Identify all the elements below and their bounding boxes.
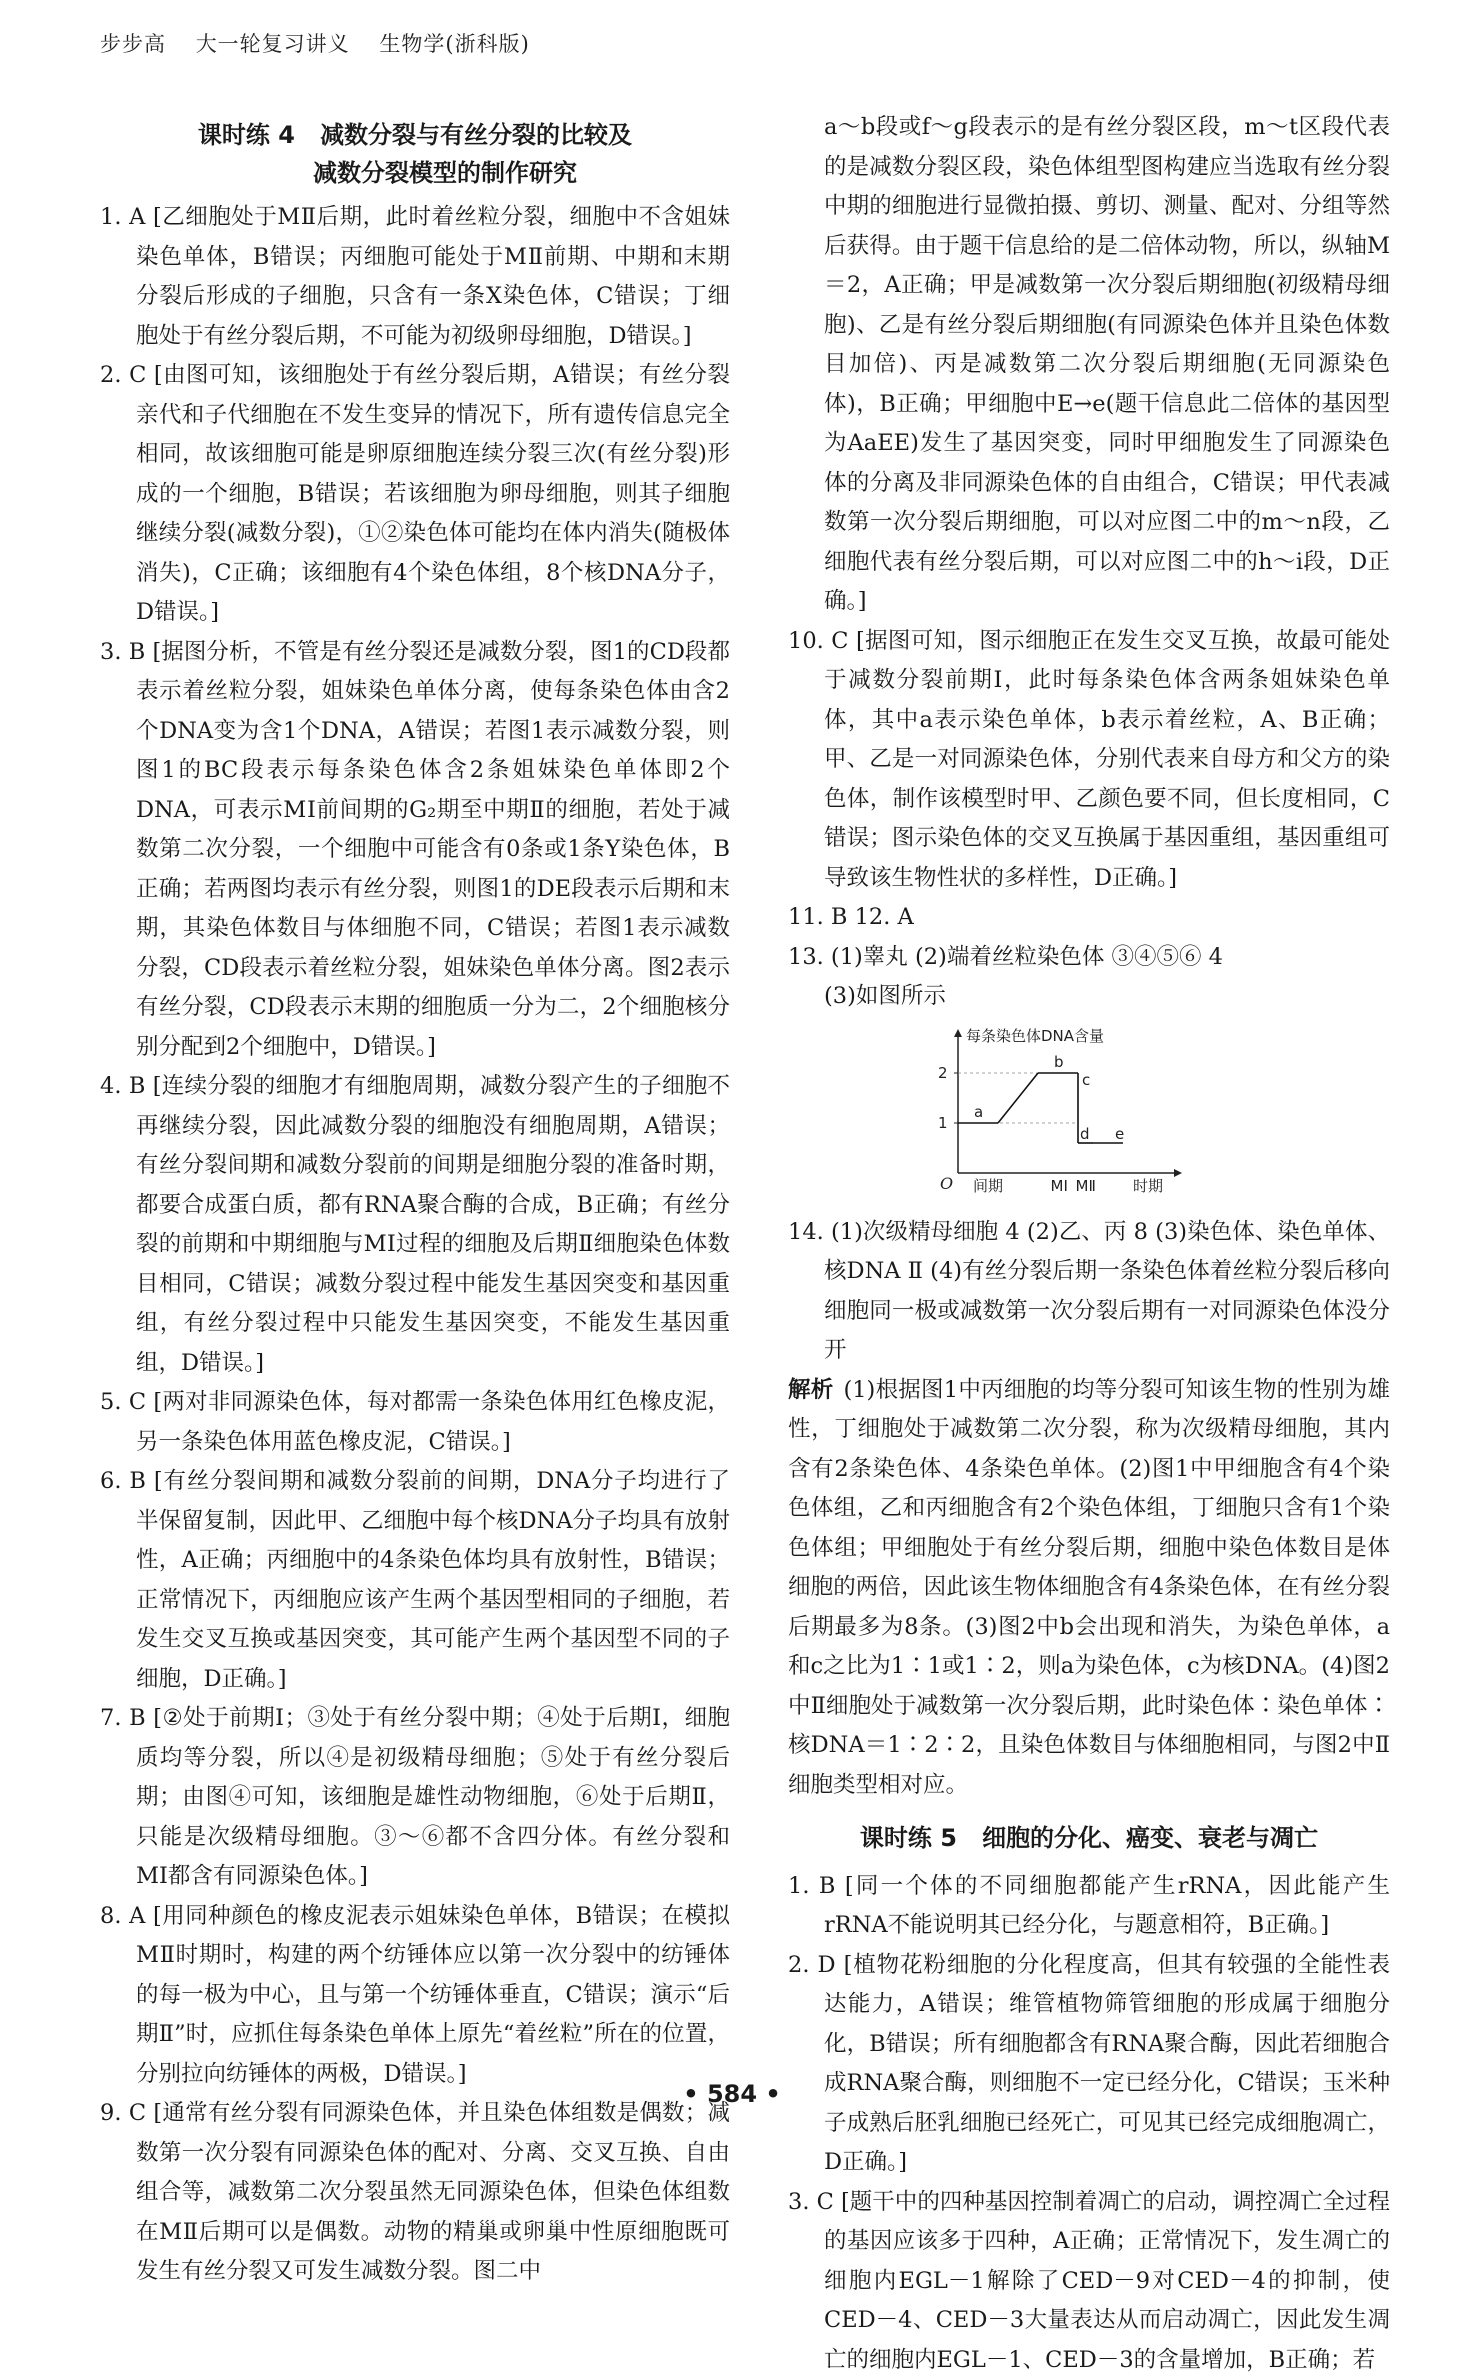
section-4-label: 课时练 4 (198, 121, 295, 149)
answer-item-9: 9. C [通常有丝分裂有同源染色体，并且染色体组数是偶数；减数第一次分裂有同源染色体的配对、分离、交叉互换、自由组合等，减数第二次分裂虽然无同源染色体，但染色体组数在MⅡ后期可以是偶数。动物的精巢或卵巢中性原细胞既可发生有丝分裂又可发生减数分裂。图二中 (100, 2094, 730, 2292)
answer-item-6: 6. B [有丝分裂间期和减数分裂前的间期，DNA分子均进行了半保留复制，因此甲、乙细胞中每个核DNA分子均具有放射性，A正确；丙细胞中的4条染色体均具有放射性，B错误；正常情况下，丙细胞应该产生两个基因型相同的子细胞，若发生交叉互换或基因突变，其可能产生两个基因型不同的子细胞，D正确。] (100, 1462, 730, 1699)
segment-label: c (1082, 1071, 1090, 1089)
chart-title: 每条染色体DNA含量 (966, 1027, 1104, 1045)
segment-label: d (1080, 1125, 1090, 1143)
right-column (788, 108, 1390, 2380)
x-axis-label: 时期 (1133, 1177, 1163, 1195)
y-axis-arrow (954, 1029, 962, 1037)
x-axis-arrow (1174, 1169, 1182, 1177)
y-tick-label: 2 (938, 1064, 948, 1082)
answer-item-10: 10. C [据图可知，图示细胞正在发生交叉互换，故最可能处于减数分裂前期Ⅰ，此时每条染色体含两条姐妹染色单体，其中a表示染色单体，b表示着丝粒，A、B正确；甲、乙是一对同源染色体，分别代表来自母方和父方的染色体，制作该模型时甲、乙颜色要不同，但长度相同，C错误；图示染色体的交叉互换属于基因重组，基因重组可导致该生物性状的多样性，D正确。] (788, 622, 1390, 899)
answer-item-3: 3. B [据图分析，不管是有丝分裂还是减数分裂，图1的CD段都表示着丝粒分裂，姐妹染色单体分离，使每条染色体由含2个DNA变为含1个DNA，A错误；若图1表示减数分裂，则图1的BC段表示每条染色体含2条姐妹染色单体即2个DNA，可表示MⅠ前间期的G₂期至中期Ⅱ的细胞，若处于减数第二次分裂，一个细胞中可能含有0条或1条Y染色体，B正确；若两图均表示有丝分裂，则图1的DE段表示后期和末期，其染色体数目与体细胞不同，C错误；若图1表示减数分裂，CD段表示着丝粒分裂，姐妹染色单体分离。图2表示有丝分裂，CD段表示末期的细胞质一分为二，2个细胞核分别分配到2个细胞中，D错误。] (100, 633, 730, 1068)
x-tick-label: 间期 (973, 1177, 1003, 1195)
analysis-paragraph (788, 1371, 1390, 1806)
header-series: 大一轮复习讲义 (196, 32, 350, 56)
sec5-answer-item-2: 2. D [植物花粉细胞的分化程度高，但其有较强的全能性表达能力，A错误；维管植物筛管细胞的形成属于细胞分化，B错误；所有细胞都含有RNA聚合酶，因此若细胞合成RNA聚合酶，则细胞不一定已经分化，C错误；玉米种子成熟后胚乳细胞已经死亡，可见其已经完成细胞凋亡，D正确。] (788, 1946, 1390, 2183)
section-4-title-line1: 减数分裂与有丝分裂的比较及 (320, 121, 632, 149)
answer-item-13-part3: (3)如图所示 (788, 977, 1390, 1017)
segment-label: b (1054, 1053, 1064, 1071)
segment-label: a (974, 1103, 983, 1121)
sec5-answer-item-3: 3. C [题干中的四种基因控制着凋亡的启动，调控凋亡全过程的基因应该多于四种，A正确；正常情况下，发生凋亡的细胞内EGL－1解除了CED－9对CED－4的抑制，使CED－4、CED－3大量表达从而启动凋亡，因此发生凋亡的细胞内EGL－1、CED－3的含量增加，B正确；若 (788, 2183, 1390, 2380)
answer-item-8: 8. A [用同种颜色的橡皮泥表示姐妹染色单体，B错误；在模拟MⅡ时期时，构建的两个纺锤体应以第一次分裂中的纺锤体的每一极为中心，且与第一个纺锤体垂直，C错误；演示“后期Ⅱ”时，应抓住每条染色单体上原先“着丝粒”所在的位置，分别拉向纺锤体的两极，D错误。] (100, 1897, 730, 2095)
header-subject: 生物学(浙科版) (379, 32, 529, 56)
segment-label: e (1115, 1125, 1124, 1143)
page-number: • 584 • (0, 2080, 1464, 2108)
x-tick-label: MⅠ (1051, 1177, 1068, 1195)
analysis-label: 解析 (788, 1377, 833, 1403)
answer-item-4: 4. B [连续分裂的细胞才有细胞周期，减数分裂产生的子细胞不再继续分裂，因此减数分裂的细胞没有细胞周期，A错误；有丝分裂间期和减数分裂前的间期是细胞分裂的准备时期，都要合成蛋白质，都有RNA聚合酶的合成，B正确；有丝分裂的前期和中期细胞与MⅠ过程的细胞及后期Ⅱ细胞染色体数目相同，C错误；减数分裂过程中能发生基因突变和基因重组，有丝分裂过程中只能发生基因突变，不能发生基因重组，D错误。] (100, 1067, 730, 1383)
chart-origin-label: O (940, 1174, 953, 1193)
analysis-text: (1)根据图1中丙细胞的均等分裂可知该生物的性别为雄性，丁细胞处于减数第二次分裂，称为次级精母细胞，其内含有2条染色体、4条染色单体。(2)图1中甲细胞含有4个染色体组，乙和丙细胞含有2个染色体组，丁细胞只含有1个染色体组；甲细胞处于有丝分裂后期，细胞中染色体数目是体细胞的两倍，因此该生物体细胞含有4条染色体，在有丝分裂后期最多为8条。(3)图2中b会出现和消失，为染色单体，a和c之比为1∶1或1∶2，则a为染色体，c为核DNA。(4)图2中Ⅱ细胞处于减数第一次分裂后期，此时染色体∶染色单体∶核DNA＝1∶2∶2，且染色体数目与体细胞相同，与图2中Ⅱ细胞类型相对应。 (788, 1377, 1390, 1798)
section-4-title (100, 116, 730, 192)
answer-item-7: 7. B [②处于前期Ⅰ；③处于有丝分裂中期；④处于后期Ⅰ，细胞质均等分裂，所以④是初级精母细胞；⑤处于有丝分裂后期；由图④可知，该细胞是雄性动物细胞，⑥处于后期Ⅱ，只能是次级精母细胞。③～⑥都不含四分体。有丝分裂和MⅠ都含有同源染色体。] (100, 1699, 730, 1897)
running-header (100, 28, 552, 58)
x-tick-label: MⅡ (1076, 1177, 1096, 1195)
answer-item-5: 5. C [两对非同源染色体，每对都需一条染色体用红色橡皮泥，另一条染色体用蓝色橡皮泥，C错误。] (100, 1383, 730, 1462)
answer-item-2: 2. C [由图可知，该细胞处于有丝分裂后期，A错误；有丝分裂亲代和子代细胞在不发生变异的情况下，所有遗传信息完全相同，故该细胞可能是卵原细胞连续分裂三次(有丝分裂)形成的一个细胞，B错误；若该细胞为卵母细胞，则其子细胞继续分裂(减数分裂)，①②染色体可能均在体内消失(随极体消失)，C正确；该细胞有4个染色体组，8个核DNA分子，D错误。] (100, 356, 730, 633)
left-column (100, 112, 730, 2292)
series-segment (998, 1073, 1038, 1123)
header-brand: 步步高 (100, 32, 166, 56)
section-5-label: 课时练 5 (860, 1824, 957, 1852)
section-5-title-text: 细胞的分化、癌变、衰老与凋亡 (982, 1824, 1318, 1852)
dna-content-chart (788, 1023, 1390, 1203)
answer-item-13: 13. (1)睾丸 (2)端着丝粒染色体 ③④⑤⑥ 4 (788, 938, 1390, 978)
chart-svg (918, 1023, 1208, 1203)
sec5-answer-item-1: 1. B [同一个体的不同细胞都能产生rRNA，因此能产生rRNA不能说明其已经分化，与题意相符，B正确。] (788, 1867, 1390, 1946)
answer-item-9-continued: a～b段或f～g段表示的是有丝分裂区段，m～t区段代表的是减数分裂区段，染色体组型图构建应当选取有丝分裂中期的细胞进行显微拍摄、剪切、测量、配对、分组等然后获得。由于题干信息给的是二倍体动物，所以，纵轴M＝2，A正确；甲是减数第一次分裂后期细胞(初级精母细胞)、乙是有丝分裂后期细胞(有同源染色体并且染色体数目加倍)、丙是减数第二次分裂后期细胞(无同源染色体)，B正确；甲细胞中E→e(题干信息此二倍体的基因型为AaEE)发生了基因突变，同时甲细胞发生了同源染色体的分离及非同源染色体的自由组合，C错误；甲代表减数第一次分裂后期细胞，可以对应图二中的m～n段，乙细胞代表有丝分裂后期，可以对应图二中的h～i段，D正确。] (788, 108, 1390, 622)
section-5-title (788, 1819, 1390, 1859)
answer-item-14: 14. (1)次级精母细胞 4 (2)乙、丙 8 (3)染色体、染色单体、核DNA Ⅱ (4)有丝分裂后期一条染色体着丝粒分裂后移向细胞同一极或减数第一次分裂后期有一对同源染色体没分开 (788, 1213, 1390, 1371)
answer-item-1: 1. A [乙细胞处于MⅡ后期，此时着丝粒分裂，细胞中不含姐妹染色单体，B错误；丙细胞可能处于MⅡ前期、中期和末期分裂后形成的子细胞，只含有一条X染色体，C错误；丁细胞处于有丝分裂后期，不可能为初级卵母细胞，D错误。] (100, 198, 730, 356)
section-4-title-line2: 减数分裂模型的制作研究 (100, 154, 730, 192)
answer-items-11-12: 11. B 12. A (788, 898, 1390, 938)
y-tick-label: 1 (938, 1114, 948, 1132)
